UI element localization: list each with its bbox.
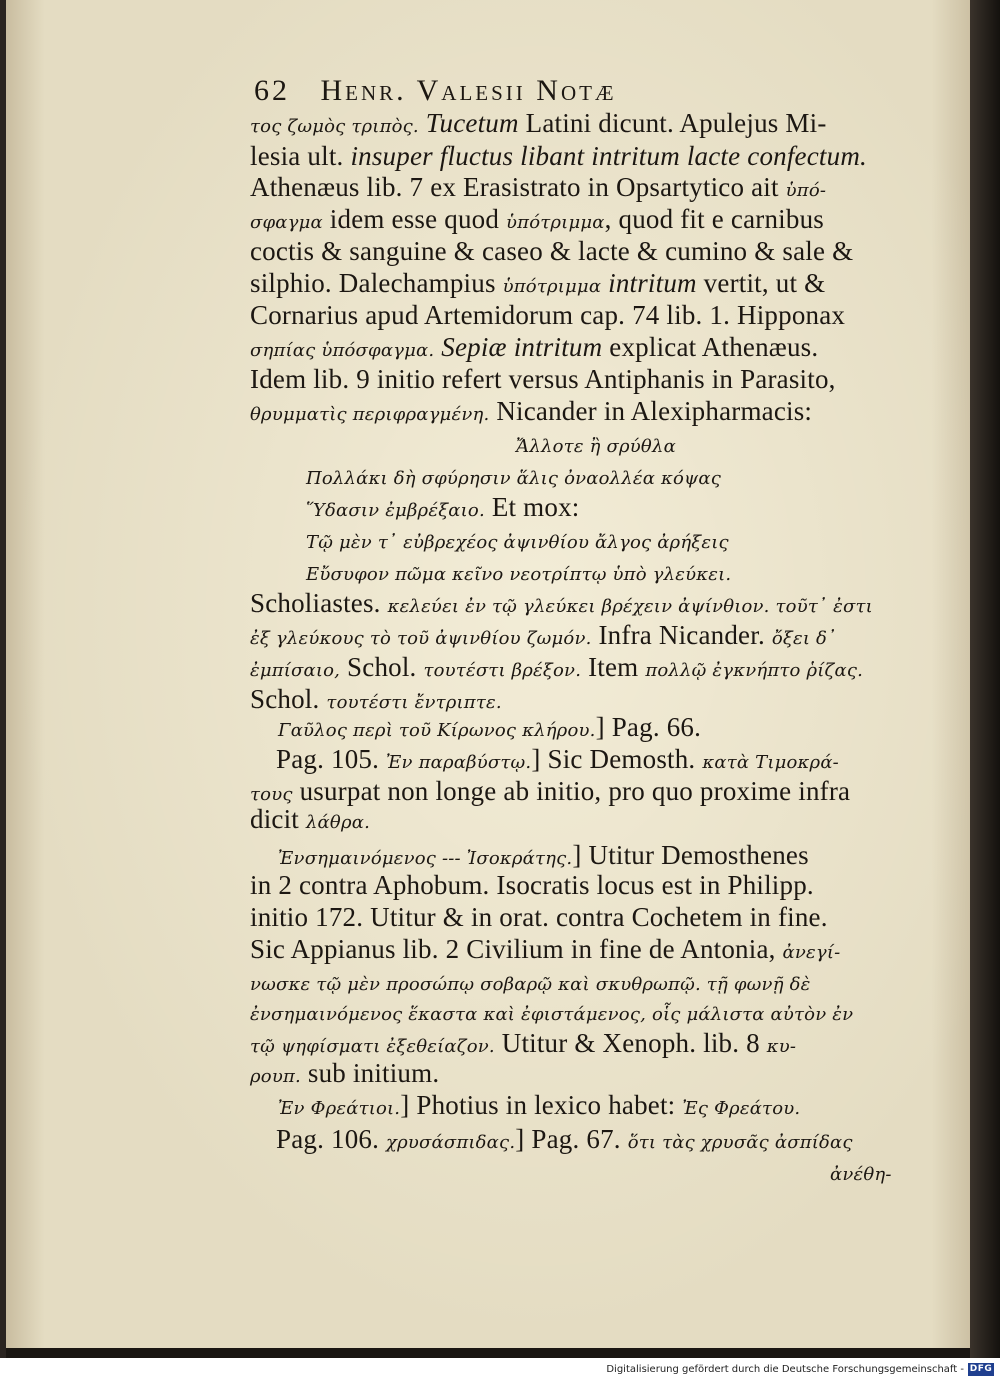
greek-text: ἀνεγί- (782, 942, 841, 963)
latin-text: ] Pag. 67. (515, 1124, 628, 1154)
text-line (250, 396, 812, 430)
greek-text: σφαγμα (250, 212, 323, 233)
text-line (250, 141, 867, 171)
latin-text: Et mox: (484, 492, 580, 522)
text-line (250, 364, 836, 394)
greek-text: ρουπ. (250, 1066, 301, 1087)
text-line (250, 804, 370, 838)
text-line (516, 428, 676, 462)
greek-text: πολλῷ ἐγκνήπτο ῥίζας. (645, 660, 864, 681)
page-header (254, 76, 617, 106)
latin-text: Sic Appianus lib. 2 Civilium in fine de Antonia, (250, 934, 783, 964)
footer-bar (0, 1358, 1000, 1383)
latin-text: Pag. 105. (276, 744, 386, 774)
italic-text: Sepiæ intritum (434, 332, 603, 362)
page-text (6, 0, 970, 1348)
text-line (306, 524, 729, 558)
greek-text: τους (250, 784, 293, 805)
text-line (250, 966, 811, 1000)
greek-text: κελεύει ἐν τῷ γλεύκει βρέχειν ἀψίνθιον. τοῦτ᾽ ἐστι (387, 596, 873, 617)
text-line (250, 870, 814, 900)
latin-text: Nicander in Alexipharmacis: (489, 396, 813, 426)
latin-text: Utitur & Xenoph. lib. 8 (494, 1028, 767, 1058)
latin-text: lesia ult. (250, 141, 351, 171)
greek-text: λάθρα. (305, 812, 371, 833)
greek-text: ἐξ γλεύκους τὸ τοῦ ἀψινθίου ζωμόν. (250, 628, 592, 649)
latin-text: in 2 contra Aphobum. Isocratis locus est in Philipp. (250, 870, 814, 900)
italic-text: Tucetum (418, 108, 519, 138)
text-line (250, 300, 845, 330)
greek-text: τος ζωμὸς τριπὸς. (250, 116, 419, 137)
latin-text: Item (581, 652, 646, 682)
text-line (250, 268, 825, 302)
greek-text: Πολλάκι δὴ σφύρησιν ἅλις ὀναολλέα κόψας (306, 468, 721, 489)
latin-text: dicit (250, 804, 306, 834)
greek-text: Ὕδασιν ἐμβρέξαιο. (306, 500, 485, 521)
italic-text: intritum (601, 268, 697, 298)
greek-text: θρυμματὶς περιφραγμένη. (250, 404, 490, 425)
latin-text: ] Utitur Demosthenes (572, 840, 809, 870)
greek-text: ὑπό- (785, 180, 827, 201)
text-line (250, 588, 873, 622)
greek-text: Ἐς Φρεάτου. (682, 1098, 801, 1119)
text-line (278, 1090, 800, 1124)
latin-text: , quod fit e carnibus (604, 204, 824, 234)
greek-text: Ἐν Φρεάτιοι. (278, 1098, 401, 1119)
greek-text: ὄξει δ᾽ (771, 628, 837, 649)
latin-text: silphio. Dalechampius (250, 268, 503, 298)
text-line (250, 620, 836, 654)
text-line (250, 204, 824, 238)
text-line (250, 332, 818, 366)
latin-text: Schol. (250, 684, 327, 714)
greek-text: κυ- (766, 1036, 797, 1057)
latin-text: ] Sic Demosth. (531, 744, 703, 774)
text-line (250, 1028, 796, 1062)
greek-text: κατὰ Τιμοκρά- (702, 752, 839, 773)
greek-text: χρυσάσπιδας. (386, 1132, 516, 1153)
latin-text: ] Photius in lexico habet: (400, 1090, 683, 1120)
latin-text: idem esse quod (322, 204, 507, 234)
latin-text: Scholiastes. (250, 588, 388, 618)
greek-text: ἐμπίσαιο, (250, 660, 341, 681)
greek-text: Εὔσυφον πῶμα κεῖνο νεοτρίπτῳ ὑπὸ γλεύκει. (306, 564, 732, 585)
greek-text: Τῷ μὲν τ᾽ εὐβρεχέος ἀψινθίου ἄλγος ἀρήξεις (306, 532, 729, 553)
greek-text: νωσκε τῷ μὲν προσώπῳ σοβαρῷ καὶ σκυθρωπῷ. τῇ φωνῇ δὲ (250, 974, 811, 995)
latin-text: vertit, ut & (696, 268, 826, 298)
text-line (276, 744, 839, 778)
greek-text: Γαῦλος περὶ τοῦ Κίρωνος κλήρου. (278, 720, 596, 741)
text-line (278, 712, 701, 746)
text-line (250, 996, 853, 1030)
text-line (250, 902, 828, 932)
text-line (306, 492, 580, 526)
text-line (306, 556, 731, 590)
book-page (6, 0, 970, 1348)
latin-text: usurpat non longe ab initio, pro quo proxime infra (292, 776, 851, 806)
greek-text: Ἐν παραβύστῳ. (386, 752, 532, 773)
page-right-shadow (970, 0, 1000, 1358)
greek-text: Ἄλλοτε ἢ σρύθλα (516, 436, 676, 457)
text-line (306, 460, 721, 494)
text-line (250, 1058, 439, 1092)
greek-text: τουτέστι βρέξον. (423, 660, 582, 681)
latin-text: Infra Nicander. (591, 620, 772, 650)
latin-text: Idem lib. 9 initio refert versus Antiphanis in Parasito, (250, 364, 836, 394)
page-number: 62 (254, 74, 290, 107)
running-title: Henr. Valesii Notæ (320, 74, 617, 107)
text-line (278, 840, 809, 874)
latin-text: Schol. (340, 652, 424, 682)
greek-text: ὅτι τὰς χρυσᾶς ἀσπίδας (627, 1132, 853, 1153)
latin-text: coctis & sanguine & caseo & lacte & cumino & sale & (250, 236, 854, 266)
latin-text: Latini dicunt. Apulejus Mi- (518, 108, 827, 138)
dfg-logo: DFG (969, 1364, 993, 1374)
latin-text: Cornarius apud Artemidorum cap. 74 lib. 1. Hipponax (250, 300, 846, 330)
greek-text: ὑπότριμμα (502, 276, 602, 297)
greek-text: τῷ ψηφίσματι ἐξεθείαζον. (250, 1036, 495, 1057)
latin-text: Athenæus lib. 7 ex Erasistrato in Opsartytico ait (250, 172, 786, 202)
text-line (250, 172, 826, 206)
greek-text: τουτέστι ἔντριπτε. (326, 692, 502, 713)
greek-text: ἀνέθη- (830, 1164, 892, 1185)
greek-text: Ἐνσημαινόμενος --- Ἰσοκράτης. (278, 848, 573, 869)
latin-text: initio 172. Utitur & in orat. contra Cochetem in fine. (250, 902, 828, 932)
text-line (250, 652, 863, 686)
text-line (250, 934, 840, 968)
greek-text: σηπίας ὑπόσφαγμα. (250, 340, 435, 361)
latin-text: sub initium. (300, 1058, 440, 1088)
text-line (276, 1124, 853, 1158)
latin-text: ] Pag. 66. (595, 712, 702, 742)
greek-text: ἐνσημαινόμενος ἕκαστα καὶ ἐφιστάμενος, οἷς μάλιστα αὐτὸν ἐν (250, 1004, 854, 1025)
text-line (250, 236, 853, 266)
text-line (250, 108, 827, 142)
italic-text: insuper fluctus libant intritum lacte confectum. (350, 141, 867, 171)
funding-credit: Digitalisierung gefördert durch die Deutsche Forschungsgemeinschaft - (606, 1364, 964, 1375)
latin-text: explicat Athenæus. (602, 332, 819, 362)
text-line (830, 1156, 892, 1190)
greek-text: ὑπότριμμα (506, 212, 605, 233)
latin-text: Pag. 106. (276, 1124, 386, 1154)
